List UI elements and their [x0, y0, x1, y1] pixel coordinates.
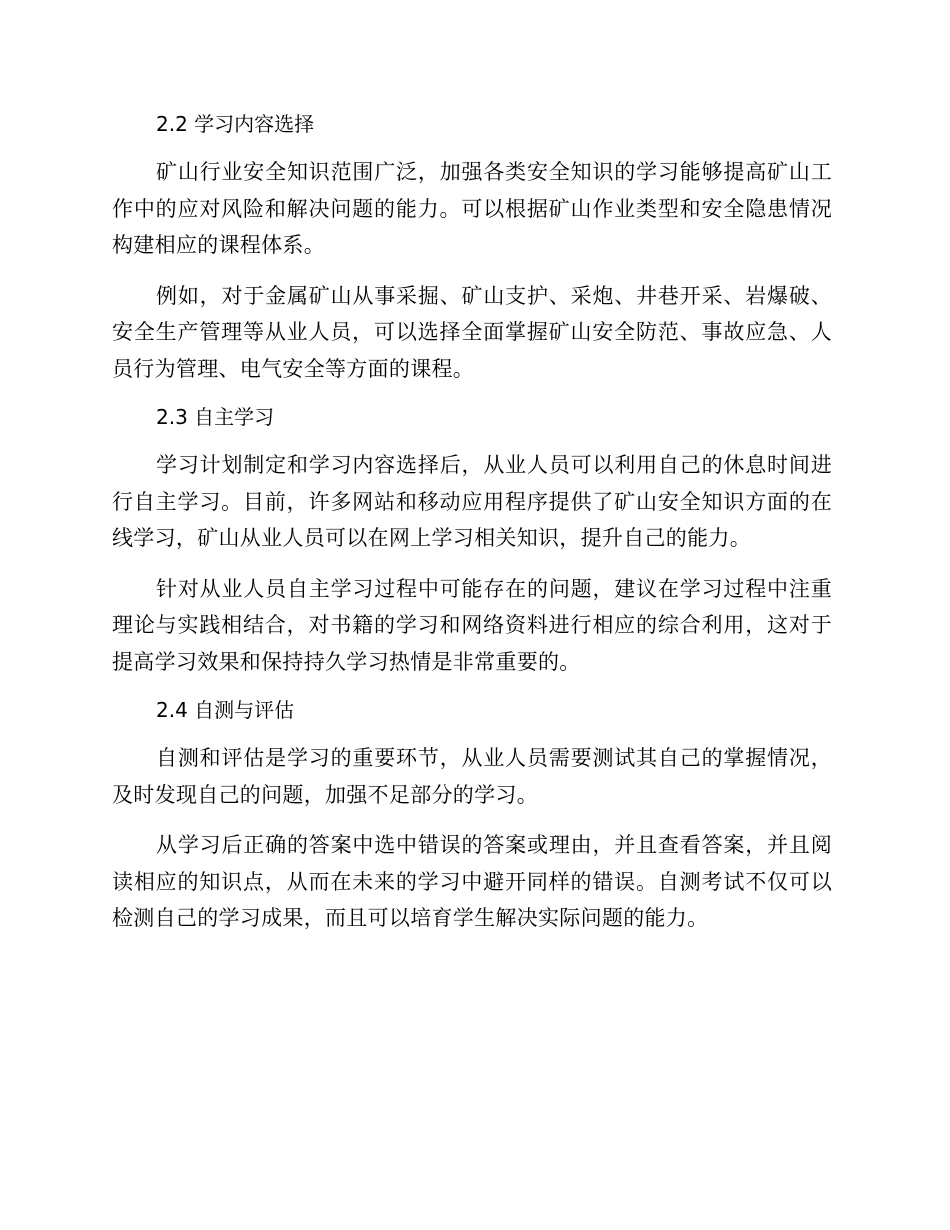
paragraph: 从学习后正确的答案中选中错误的答案或理由，并且查看答案，并且阅读相应的知识点，从而在未来的学习中避开同样的错误。自测考试不仅可以检测自己的学习成果，而且可以培育学生解决实际问题的能力。 — [112, 833, 832, 930]
paragraph: 针对从业人员自主学习过程中可能存在的问题，建议在学习过程中注重理论与实践相结合，对书籍的学习和网络资料进行相应的综合利用，这对于提高学习效果和保持持久学习热情是非常重要的。 — [112, 576, 832, 674]
section-2-4 — [112, 694, 832, 937]
paragraph: 例如，对于金属矿山从事采掘、矿山支护、采炮、井巷开采、岩爆破、安全生产管理等从业人员，可以选择全面掌握矿山安全防范、事故应急、人员行为管理、电气安全等方面的课程。 — [112, 283, 832, 381]
paragraph: 矿山行业安全知识范围广泛，加强各类安全知识的学习能够提高矿山工作中的应对风险和解决问题的能力。可以根据矿山作业类型和安全隐患情况构建相应的课程体系。 — [112, 160, 832, 257]
section-heading: 2.2 学习内容选择 — [156, 112, 315, 136]
document-page — [112, 108, 832, 951]
paragraph: 学习计划制定和学习内容选择后，从业人员可以利用自己的休息时间进行自主学习。目前，许多网站和移动应用程序提供了矿山安全知识方面的在线学习，矿山从业人员可以在网上学习相关知识，提升自己的能力。 — [112, 453, 832, 550]
section-heading: 2.3 自主学习 — [156, 405, 275, 429]
section-2-2 — [112, 108, 832, 387]
section-heading: 2.4 自测与评估 — [156, 698, 295, 722]
section-2-3 — [112, 401, 832, 680]
paragraph: 自测和评估是学习的重要环节，从业人员需要测试其自己的掌握情况，及时发现自己的问题，加强不足部分的学习。 — [112, 746, 832, 807]
